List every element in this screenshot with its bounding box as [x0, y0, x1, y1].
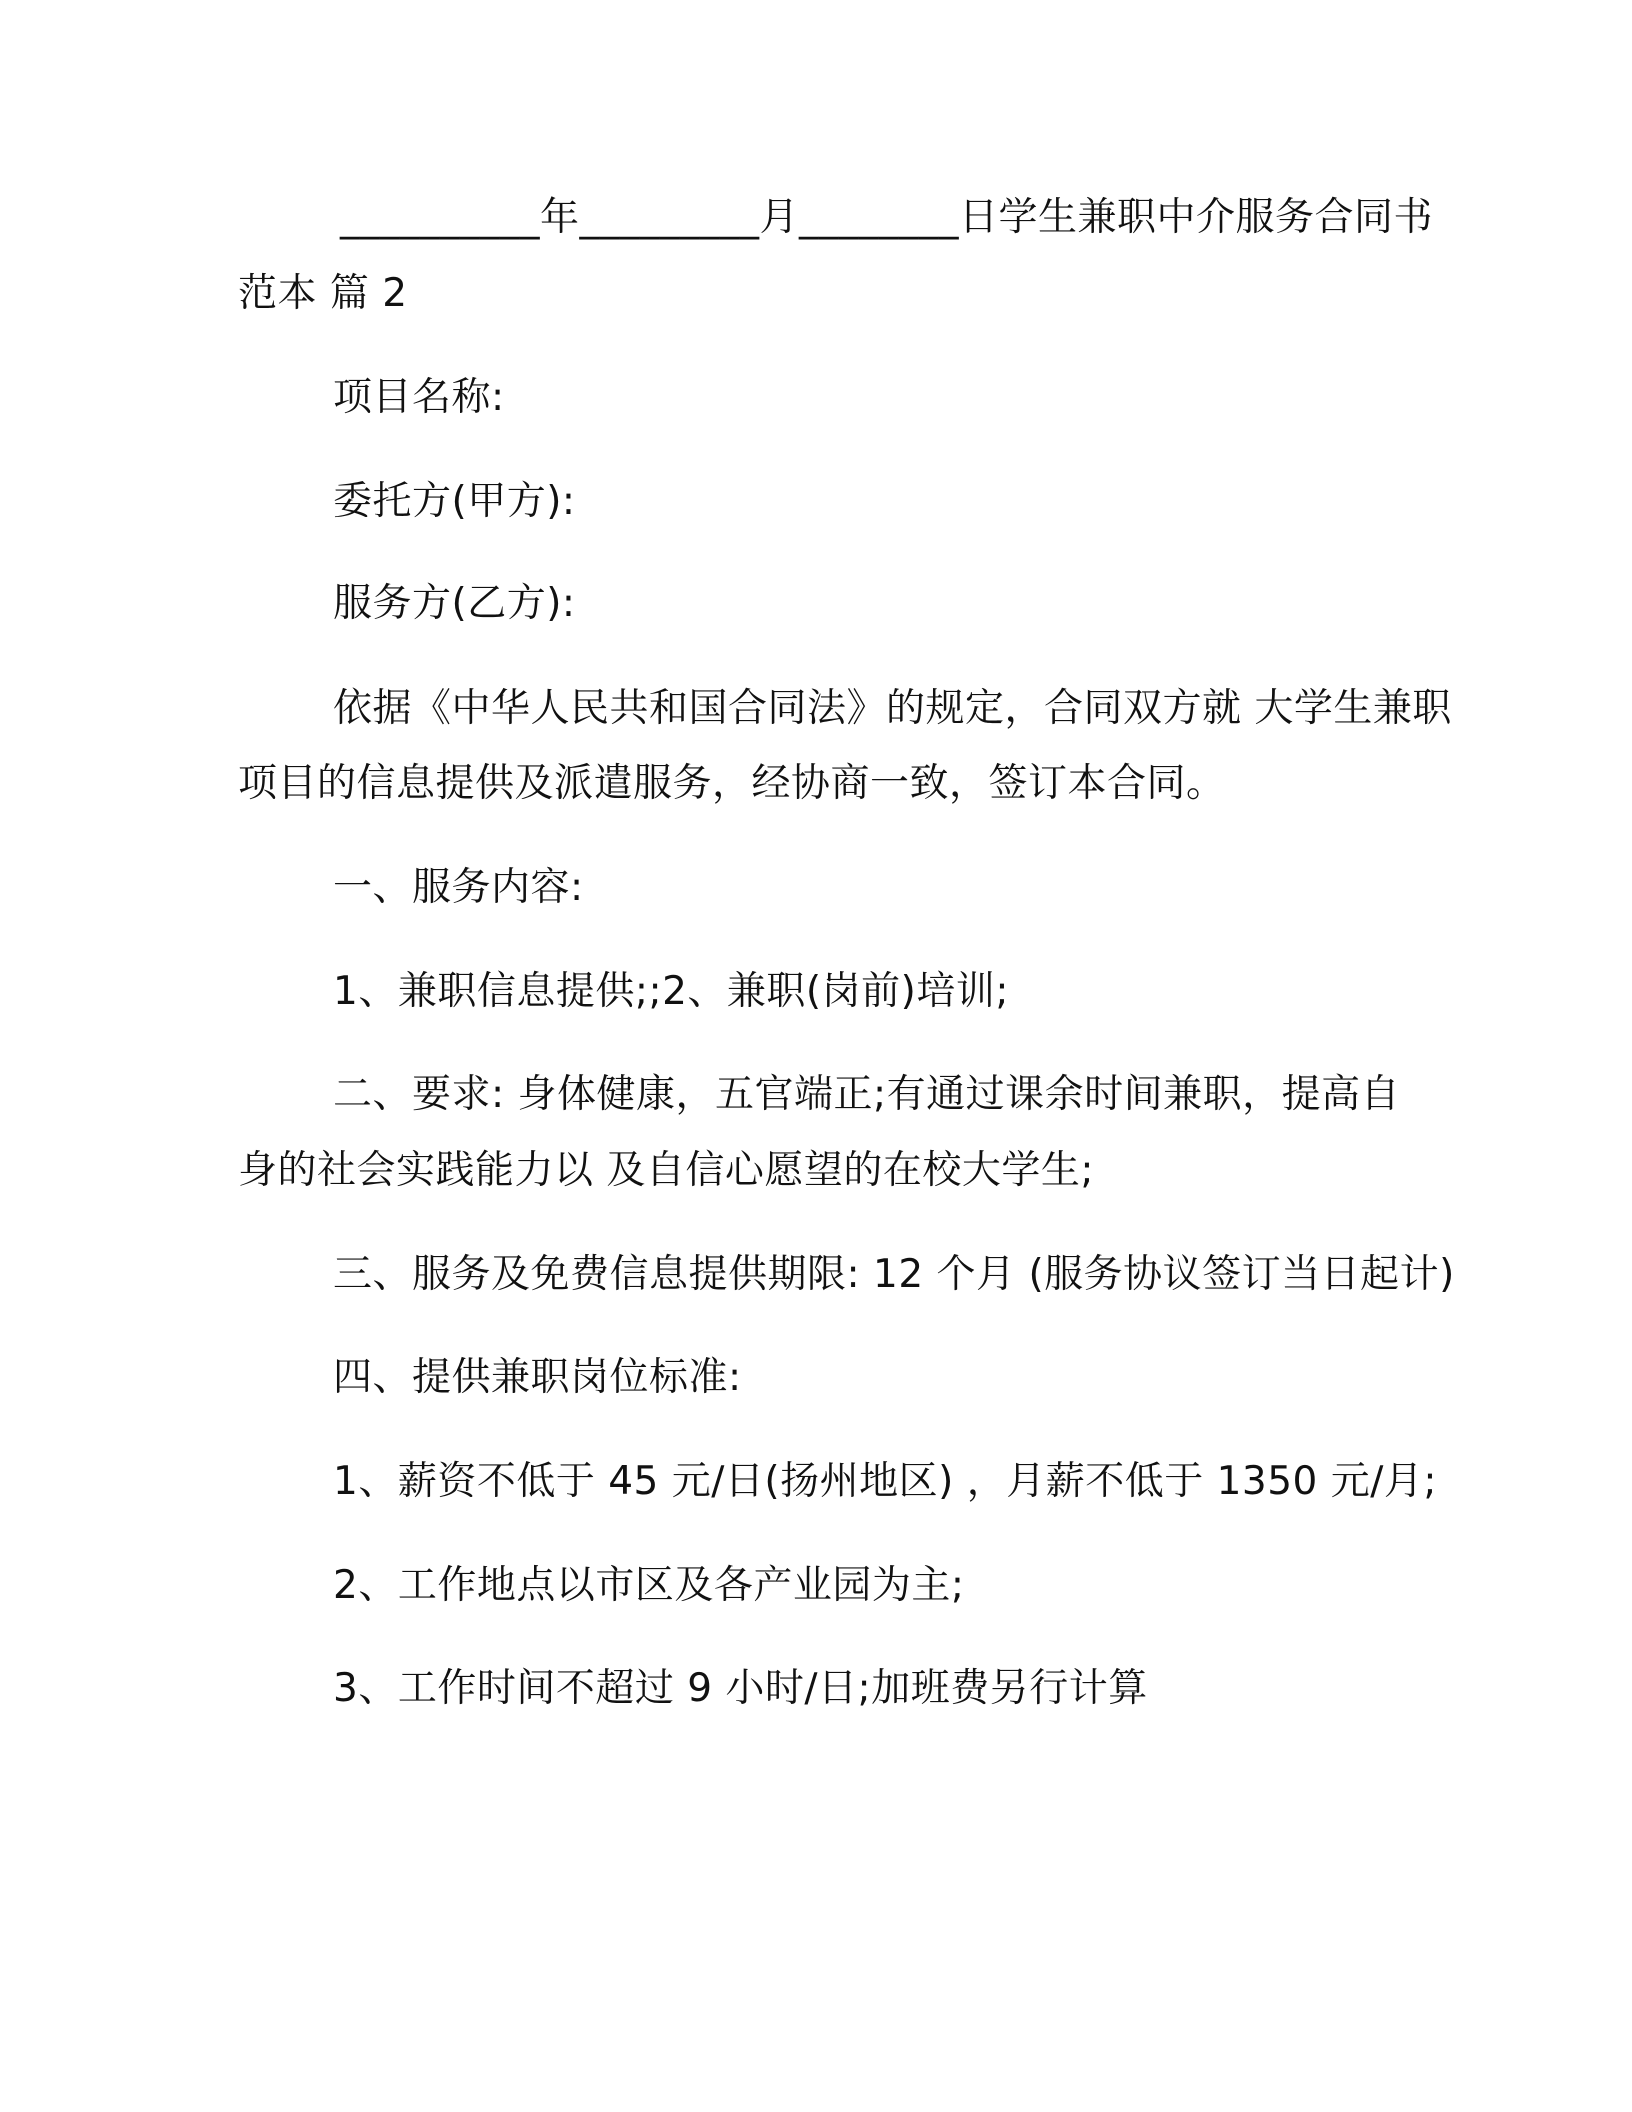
intro-paragraph-line-2: 项目的信息提供及派遣服务，经协商一致，签订本合同。 [238, 761, 1226, 806]
section-4-item-3: 3、工作时间不超过 9 小时/日;加班费另行计算 [333, 1666, 1148, 1711]
section-4-item-2: 2、工作地点以市区及各产业园为主; [333, 1563, 965, 1608]
client-party-a-label: 委托方(甲方): [333, 479, 576, 524]
section-2-line-1: 二、要求: 身体健康，五官端正;有通过课余时间兼职，提高自 [333, 1072, 1401, 1117]
section-1-heading: 一、服务内容: [333, 865, 584, 910]
title-line-1: __________年_________月________日学生兼职中介服务合同书 [340, 195, 1434, 240]
section-2-line-2: 身的社会实践能力以 及自信心愿望的在校大学生; [238, 1148, 1095, 1193]
title-line-2: 范本 篇 2 [238, 271, 408, 316]
service-party-b-label: 服务方(乙方): [333, 581, 576, 626]
project-name-label: 项目名称: [333, 375, 505, 420]
section-4-heading: 四、提供兼职岗位标准: [333, 1355, 742, 1400]
section-4-item-1: 1、薪资不低于 45 元/日(扬州地区) ，月薪不低于 1350 元/月; [333, 1459, 1438, 1504]
intro-paragraph-line-1: 依据《中华人民共和国合同法》的规定，合同双方就 大学生兼职 [333, 686, 1452, 731]
section-1-item: 1、兼职信息提供;;2、兼职(岗前)培训; [333, 969, 1009, 1014]
section-3-paragraph: 三、服务及免费信息提供期限: 12 个月 (服务协议签订当日起计) [333, 1252, 1455, 1297]
